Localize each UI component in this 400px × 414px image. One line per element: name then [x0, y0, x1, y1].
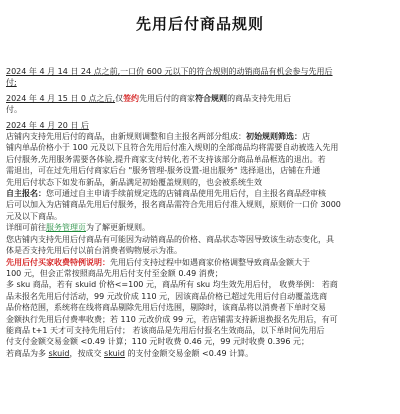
timeline-1-text: 一口价 600 元以下的符合规则的动销商品有机会参与先用后: [120, 67, 333, 76]
paragraph-1-line-3: 后付服务,先用服务需要各体验,提升商家支付转化,若不支持该部分商品单品框选的退出。若: [6, 154, 326, 164]
paragraph-2-line-1: 自主报名：您可通过自主申请手续前规定选的店铺商品使用先用后付，自主报名商品经审核: [6, 189, 326, 199]
initial-rule-label: 初始规则筛选：: [246, 132, 302, 142]
skuid-term: skuid: [104, 348, 125, 358]
self-signup-label: 自主报名：: [6, 189, 46, 199]
paragraph-4-line-6: 金额执行先用后付费率收费；若 110 元改价成 99 元，若店铺需支持新退换报名先用后，有可: [6, 314, 338, 324]
paragraph-4-line-2: 100 元，但会正常按照商品先用后付支付至金额 0.49 消费；: [6, 268, 223, 278]
paragraph-1-line-5: 先用后付状态下如发布新品，新品满足初始覆盖规则的，也会被系统生效: [6, 177, 262, 187]
timeline-3-line-1: [6, 120, 394, 131]
document-body: [6, 66, 394, 359]
timeline-2-line-2: 付。: [6, 105, 22, 115]
paragraph-1-line-1: 店铺内支持先用后付的商品，由新规则调整和自主报名两部分组成：初始规则筛选：店: [6, 132, 310, 142]
timeline-1-line-1: [6, 66, 394, 77]
paragraph-3-line-1: 详细可前往服务管理页为了解更新规则。: [6, 223, 150, 233]
timeline-1-line-2: 付;: [6, 78, 17, 88]
paragraph-4-line-8: 付支付金额交易金额 <0.49 计算；110 元时收费 0.46 元，99 元时收费 0.396 元；: [6, 337, 310, 347]
page-title: 先用后付商品规则: [135, 15, 264, 33]
signed-highlight: 签约: [123, 93, 140, 103]
paragraph-2-line-2: 后可以加入为店铺商品先用后付服务，报名商品需符合先用后付准入规则，原则价一口价 3000: [6, 200, 341, 210]
paragraph-4-line-3: 多 sku 商品，若有 skuid 价格<=100 元，商品所有 sku 均生效先用后付， 收费举例： 若商: [6, 280, 338, 290]
paragraph-2-line-3: 元及以下商品。: [6, 211, 62, 221]
skuid-term: skuid: [48, 348, 70, 358]
paragraph-4-line-5: 品价格范围，系统将在线将商品剔除先用后付选围，剔除时，该商品将以消费者下单时交易: [6, 303, 326, 313]
paragraph-1-line-2: 铺内单品价格小于 100 元及以下且符合先用后付准入规则的全部商品均将需要自动被选入先用: [6, 143, 339, 153]
paragraph-4-line-9: 若商品为多 skuid，按成交 skuid 的支付金额交易金额 <0.49 计算。: [6, 348, 254, 358]
fee-exception-heading: 先用后付买家收费特例说明：: [6, 257, 110, 267]
paragraph-4-line-7: 能商品 t+1 天才可支持先用后付； 若该商品是先用后付报名生效商品，以下单时间先用后: [6, 325, 325, 335]
paragraph-3-line-3: 体是否支持先用后付以前台消费者购物展示为准。: [6, 246, 182, 256]
paragraph-4-line-1: 先用后付买家收费特例说明：先用后付支持过程中如遇商家价格调整导致商品金额大于: [6, 257, 310, 267]
timeline-1-date: 2024 年 4 月 14 日 24 点之前,: [6, 67, 121, 76]
timeline-3-date: 2024 年 4 月 20 日 后: [6, 120, 89, 130]
timeline-2-line-1: 2024 年 4 月 15 日 0 点之后,仅签约先用后付的商家符合规则的商品支持先用后: [6, 93, 292, 103]
timeline-2-date: 2024 年 4 月 15 日 0 点之后,: [6, 93, 116, 103]
service-management-link[interactable]: 服务管理页: [46, 223, 86, 233]
paragraph-3-line-2: 您店铺内支持先用后付商品有可能因为动销商品的价格、商品状态等因导致该生动态变化，具: [6, 234, 334, 244]
rule-highlight: 符合规则: [195, 93, 228, 103]
paragraph-4-line-4: 品未报名先用后付活动，99 元改价成 110 元，因该商品价格已超过先用后付自动覆盖选商: [6, 291, 328, 301]
paragraph-1-line-4: 需退出，可在过先用后付商家后台 "服务管理-服务设置-退出服务" 选择退出，店铺在升通: [6, 166, 321, 176]
